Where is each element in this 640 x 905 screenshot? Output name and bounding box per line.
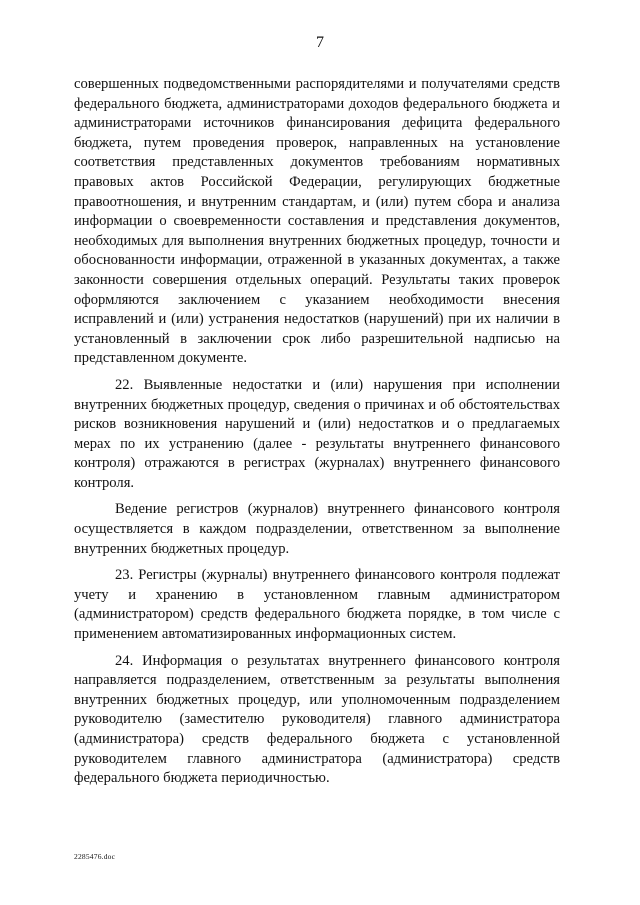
paragraph-continuation: совершенных подведомственными распорядителями и получателями средств федерального бюджета, администраторами доходов федерального бюджета и администраторами источников финансирования дефицита федерального бюджета, путем проведения проверок, направленных на установление соответствия представленных документов требованиям нормативных правовых актов Российской Федерации, регулирующих бюджетные правоотношения, и внутренним стандартам, и (или) путем сбора и анализа информации о своевременности составления и представления документов, необходимых для выполнения внутренних бюджетных процедур, точности и обоснованности информации, отраженной в указанных документах, а также законности совершения отдельных операций. Результаты таких проверок оформляются заключением с указанием необходимости внесения исправлений и (или) устранения недостатков (нарушений) при их наличии в установленный в заключении срок либо разрешительной надписью на представленном документе. (74, 76, 560, 367)
document-file-code: 2285476.doc (74, 852, 116, 861)
page-number: 7 (316, 34, 324, 51)
body-text (74, 75, 560, 789)
paragraph-24: 24. Информация о результатах внутреннего финансового контроля направляется подразделением, ответственным за результаты выполнения внутренних бюджетных процедур, или уполномоченным подразделением руководителю (заместителю руководителя) главного администратора (администратора) средств федерального бюджета с установленной руководителем главного администратора (администратора) средств федерального бюджета периодичностью. (74, 652, 560, 787)
paragraph-22: 22. Выявленные недостатки и (или) нарушения при исполнении внутренних бюджетных процедур, сведения о причинах и об обстоятельствах рисков возникновения нарушений и (или) недостатков и о предлагаемых мерах по их устранению (далее - результаты внутреннего финансового контроля) отражаются в регистрах (журналах) внутреннего финансового контроля. (74, 376, 560, 491)
paragraph-23: 23. Регистры (журналы) внутреннего финансового контроля подлежат учету и хранению в установленном главным администратором (администратором) средств федерального бюджета порядке, в том числе с применением автоматизированных информационных систем. (74, 567, 560, 643)
paragraph-registers-maintenance: Ведение регистров (журналов) внутреннего финансового контроля осуществляется в каждом подразделении, ответственном за выполнение внутренних бюджетных процедур. (74, 501, 560, 557)
